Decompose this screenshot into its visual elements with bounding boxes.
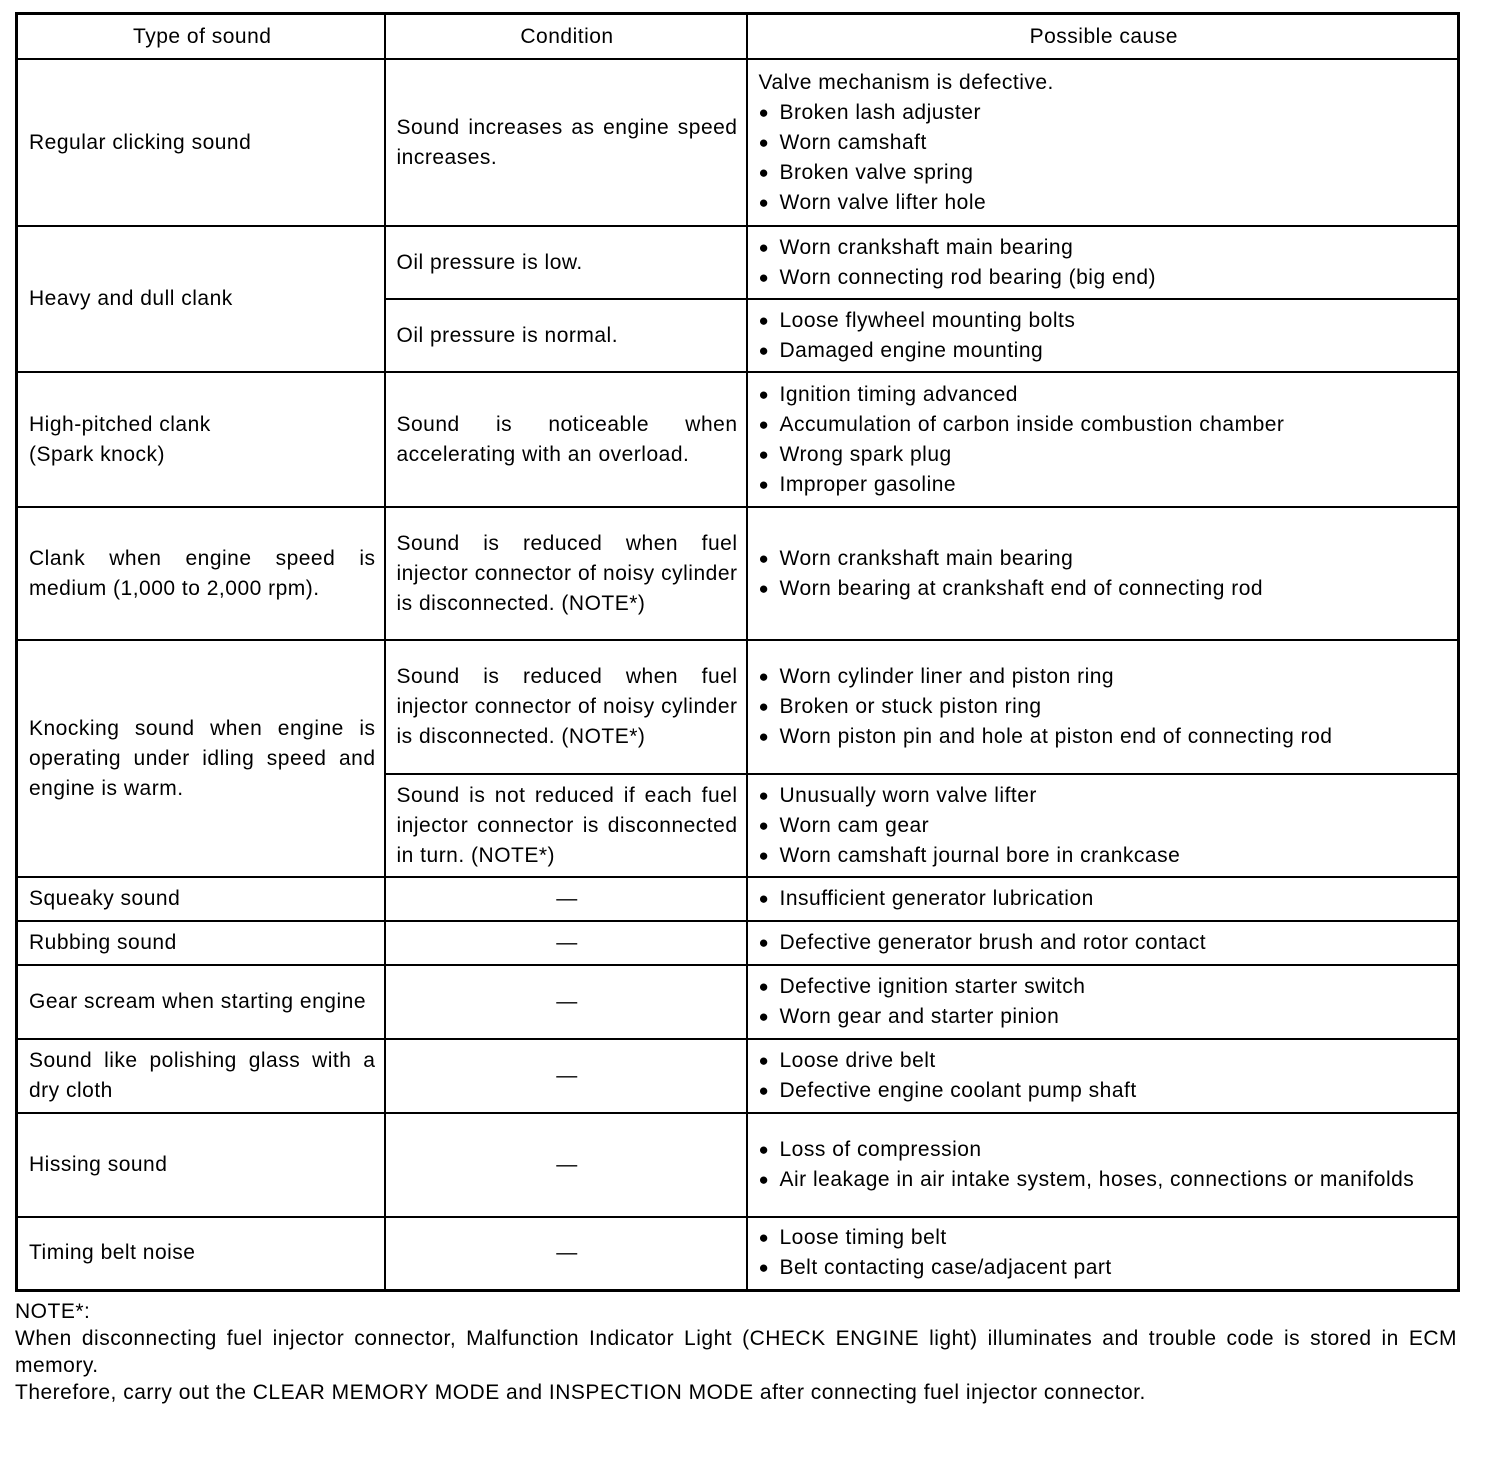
bullet-icon: ● — [758, 474, 770, 494]
cause-item: ● Defective generator brush and rotor contact — [759, 928, 1450, 958]
header-possible-cause: Possible cause — [747, 14, 1459, 60]
cause-cell — [747, 877, 1459, 921]
cause-item: ● Worn camshaft — [759, 128, 1450, 158]
condition-cell: Oil pressure is normal. — [385, 299, 747, 372]
cause-cell — [747, 1113, 1459, 1217]
cause-item: ● Broken or stuck piston ring — [759, 692, 1450, 722]
condition-cell: — — [385, 1039, 747, 1113]
condition-cell: — — [385, 1113, 747, 1217]
document-page — [15, 12, 1457, 1406]
bullet-icon: ● — [758, 667, 770, 686]
bullet-icon: ● — [758, 1228, 770, 1248]
cause-item: ● Loose drive belt — [759, 1046, 1450, 1076]
condition-cell: Sound increases as engine speed increases. — [385, 59, 747, 226]
condition-cell: Sound is noticeable when accelerating with an overload. — [385, 372, 747, 507]
table-row — [17, 1113, 1459, 1217]
cause-item: ● Belt contacting case/adjacent part — [759, 1253, 1450, 1283]
type-cell: Timing belt noise — [17, 1217, 385, 1290]
condition-cell: — — [385, 921, 747, 965]
bullet-icon: ● — [758, 727, 770, 746]
bullet-icon: ● — [758, 1170, 770, 1189]
engine-noise-diagnosis-table — [15, 12, 1460, 1292]
cause-cell — [747, 921, 1459, 965]
cause-item: ● Improper gasoline — [759, 470, 1450, 500]
bullet-icon: ● — [758, 785, 770, 805]
bullet-icon: ● — [758, 548, 770, 568]
header-condition: Condition — [385, 14, 747, 60]
bullet-icon: ● — [758, 414, 770, 434]
table-row — [17, 921, 1459, 965]
cause-item: ● Loose timing belt — [759, 1223, 1450, 1253]
table-row — [17, 965, 1459, 1039]
bullet-icon: ● — [758, 845, 770, 865]
footnote — [15, 1298, 1457, 1406]
cause-item: ● Wrong spark plug — [759, 440, 1450, 470]
cause-item: ● Broken lash adjuster — [759, 98, 1450, 128]
bullet-icon: ● — [758, 237, 770, 257]
bullet-icon: ● — [758, 132, 770, 152]
bullet-icon: ● — [758, 1051, 770, 1070]
type-cell: Rubbing sound — [17, 921, 385, 965]
type-cell: Sound like polishing glass with a dry cloth — [17, 1039, 385, 1113]
bullet-icon: ● — [758, 977, 770, 996]
cause-item: ● Worn valve lifter hole — [759, 188, 1450, 218]
cause-cell — [747, 59, 1459, 226]
table-row — [17, 1039, 1459, 1113]
cause-item: ● Worn bearing at crankshaft end of connecting rod — [759, 574, 1450, 604]
bullet-icon: ● — [758, 444, 770, 464]
bullet-icon: ● — [758, 1140, 770, 1159]
cause-item: ● Unusually worn valve lifter — [759, 781, 1450, 811]
bullet-icon: ● — [758, 815, 770, 835]
type-cell: Gear scream when starting engine — [17, 965, 385, 1039]
cause-item: ● Worn connecting rod bearing (big end) — [759, 263, 1450, 293]
table-row — [17, 640, 1459, 774]
cause-item: ● Defective ignition starter switch — [759, 972, 1450, 1002]
bullet-icon: ● — [758, 697, 770, 716]
cause-cell — [747, 1039, 1459, 1113]
bullet-icon: ● — [758, 1258, 770, 1278]
type-cell: Clank when engine speed is medium (1,000 to 2,000 rpm). — [17, 507, 385, 640]
cause-item: ● Defective engine coolant pump shaft — [759, 1076, 1450, 1106]
cause-item: ● Air leakage in air intake system, hoses, connections or manifolds — [759, 1165, 1450, 1195]
table-row — [17, 59, 1459, 226]
bullet-icon: ● — [758, 340, 770, 360]
cause-cell — [747, 774, 1459, 877]
table-row — [17, 226, 1459, 299]
bullet-icon: ● — [758, 102, 770, 122]
type-cell: Squeaky sound — [17, 877, 385, 921]
cause-item: ● Worn gear and starter pinion — [759, 1002, 1450, 1032]
table-row — [17, 372, 1459, 507]
cause-item: ● Broken valve spring — [759, 158, 1450, 188]
footnote-title: NOTE*: — [15, 1299, 91, 1323]
bullet-icon: ● — [758, 267, 770, 287]
condition-cell: Sound is reduced when fuel injector connector of noisy cylinder is disconnected. (NOTE*) — [385, 507, 747, 640]
table-row — [17, 877, 1459, 921]
cause-item: ● Insufficient generator lubrication — [759, 884, 1450, 914]
cause-cell — [747, 640, 1459, 774]
bullet-icon: ● — [758, 192, 770, 212]
type-line: (Spark knock) — [29, 442, 166, 466]
cause-intro: Valve mechanism is defective. — [758, 70, 1054, 94]
cause-item: ● Worn cam gear — [759, 811, 1450, 841]
cause-item: ● Worn piston pin and hole at piston end of connecting rod — [759, 722, 1450, 752]
type-cell: Heavy and dull clank — [17, 226, 385, 372]
type-cell: Hissing sound — [17, 1113, 385, 1217]
bullet-icon: ● — [758, 384, 770, 404]
cause-cell — [747, 965, 1459, 1039]
bullet-icon: ● — [758, 1007, 770, 1026]
cause-item: ● Loose flywheel mounting bolts — [759, 306, 1450, 336]
bullet-icon: ● — [758, 310, 770, 330]
cause-cell — [747, 1217, 1459, 1290]
bullet-icon: ● — [758, 578, 770, 598]
condition-cell: Oil pressure is low. — [385, 226, 747, 299]
condition-cell: — — [385, 877, 747, 921]
type-cell: Regular clicking sound — [17, 59, 385, 226]
bullet-icon: ● — [758, 889, 770, 908]
cause-cell — [747, 226, 1459, 299]
type-line: High-pitched clank — [29, 412, 211, 436]
cause-item: ● Accumulation of carbon inside combustion chamber — [759, 410, 1450, 440]
cause-item: ● Worn crankshaft main bearing — [759, 544, 1450, 574]
cause-item: ● Damaged engine mounting — [759, 336, 1450, 366]
table-header-row — [17, 14, 1459, 60]
footnote-line: When disconnecting fuel injector connector, Malfunction Indicator Light (CHECK ENGINE light) illuminates and trouble code is stored in ECM memory. — [15, 1326, 1457, 1377]
bullet-icon: ● — [758, 933, 770, 952]
cause-item: ● Loss of compression — [759, 1135, 1450, 1165]
cause-item: ● Worn camshaft journal bore in crankcase — [759, 841, 1450, 871]
cause-cell — [747, 372, 1459, 507]
type-cell — [17, 372, 385, 507]
table-row — [17, 1217, 1459, 1290]
condition-cell: — — [385, 965, 747, 1039]
footnote-line: Therefore, carry out the CLEAR MEMORY MODE and INSPECTION MODE after connecting fuel injector connector. — [15, 1380, 1146, 1404]
condition-cell: Sound is not reduced if each fuel injector connector is disconnected in turn. (NOTE*) — [385, 774, 747, 877]
table-row — [17, 507, 1459, 640]
condition-cell: Sound is reduced when fuel injector connector of noisy cylinder is disconnected. (NOTE*) — [385, 640, 747, 774]
condition-cell: — — [385, 1217, 747, 1290]
cause-item: ● Worn crankshaft main bearing — [759, 233, 1450, 263]
cause-item: ● Ignition timing advanced — [759, 380, 1450, 410]
bullet-icon: ● — [758, 162, 770, 182]
cause-item: ● Worn cylinder liner and piston ring — [759, 662, 1450, 692]
type-cell: Knocking sound when engine is operating under idling speed and engine is warm. — [17, 640, 385, 877]
header-type-of-sound: Type of sound — [17, 14, 385, 60]
bullet-icon: ● — [758, 1081, 770, 1100]
cause-cell — [747, 299, 1459, 372]
cause-cell — [747, 507, 1459, 640]
